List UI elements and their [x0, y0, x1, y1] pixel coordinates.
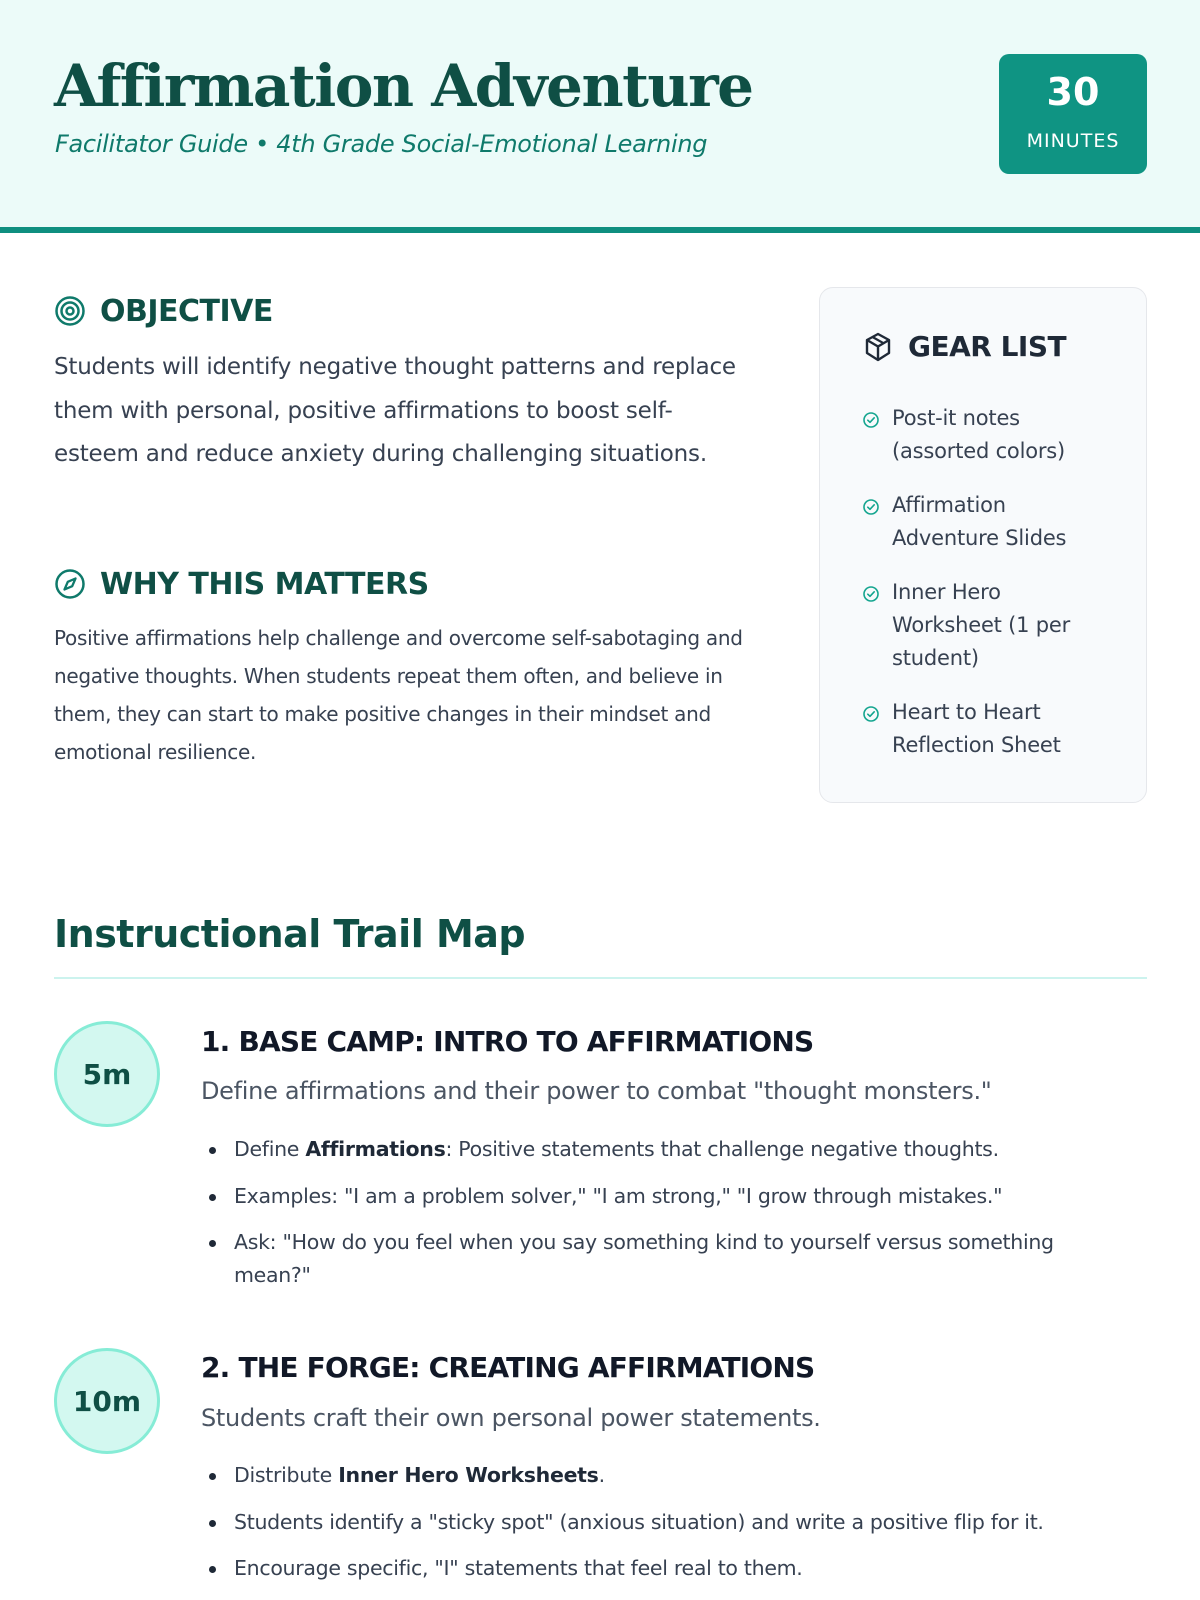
section-divider: [54, 977, 1147, 979]
gear-title: GEAR LIST: [908, 330, 1067, 363]
step-bullet: Define Affirmations: Positive statements that challenge negative thoughts.: [201, 1133, 1101, 1166]
why-title: WHY THIS MATTERS: [100, 566, 429, 602]
gear-item-label: Heart to Heart Reflection Sheet: [892, 700, 1061, 757]
step-time-badge: 10m: [54, 1348, 160, 1454]
gear-item: [862, 402, 1112, 468]
step-description: Define affirmations and their power to combat "thought monsters.": [201, 1077, 992, 1105]
step-bullet-list: [201, 1459, 1101, 1599]
objective-title: OBJECTIVE: [100, 293, 273, 329]
gear-item-label: Post-it notes (assorted colors): [892, 406, 1066, 463]
duration-unit: MINUTES: [1026, 130, 1120, 152]
step-bullet: Ask: "How do you feel when you say something kind to yourself versus something mean?": [201, 1226, 1101, 1292]
gear-item: [862, 489, 1112, 555]
check-circle-icon: [862, 411, 880, 429]
gear-item: [862, 576, 1112, 675]
compass-icon: [54, 568, 86, 600]
check-circle-icon: [862, 705, 880, 723]
gear-item-label: Affirmation Adventure Slides: [892, 493, 1067, 550]
gear-heading: [862, 330, 1066, 363]
step-title: 2. THE FORGE: CREATING AFFIRMATIONS: [201, 1351, 815, 1384]
why-text: Positive affirmations help challenge and overcome self-sabotaging and negative thoughts. When students repeat them often, and believe in them, they can start to make positive changes in their mindset and emotional resilience.: [54, 626, 743, 764]
check-circle-icon: [862, 498, 880, 516]
step-bullet: Examples: "I am a problem solver," "I am strong," "I grow through mistakes.": [201, 1180, 1101, 1213]
box-icon: [862, 331, 894, 363]
objective-heading: [54, 291, 273, 331]
check-circle-icon: [862, 585, 880, 603]
trail-map-title: Instructional Trail Map: [54, 912, 526, 956]
step-bullet: Distribute Inner Hero Worksheets.: [201, 1459, 1101, 1492]
duration-badge: [999, 54, 1147, 174]
page-title: Affirmation Adventure: [54, 52, 753, 120]
duration-value: 30: [1046, 70, 1100, 114]
step-description: Students craft their own personal power statements.: [201, 1404, 821, 1432]
objective-text: Students will identify negative thought patterns and replace them with personal, positive affirmations to boost self-esteem and reduce anxiety during challenging situations.: [54, 354, 736, 467]
step-time-badge: 5m: [54, 1021, 160, 1127]
page-header: [0, 0, 1200, 233]
gear-item-label: Inner Hero Worksheet (1 per student): [892, 580, 1071, 670]
step-bullet: Students identify a "sticky spot" (anxious situation) and write a positive flip for it.: [201, 1506, 1101, 1539]
step-title: 1. BASE CAMP: INTRO TO AFFIRMATIONS: [201, 1025, 814, 1058]
gear-item: [862, 696, 1112, 762]
step-bullet: Encourage specific, "I" statements that feel real to them.: [201, 1552, 1101, 1585]
target-icon: [54, 295, 86, 327]
page-subtitle: Facilitator Guide • 4th Grade Social-Emotional Learning: [55, 130, 708, 158]
why-heading: [54, 564, 429, 604]
step-bullet-list: [201, 1133, 1101, 1306]
gear-list-card: [819, 287, 1147, 803]
